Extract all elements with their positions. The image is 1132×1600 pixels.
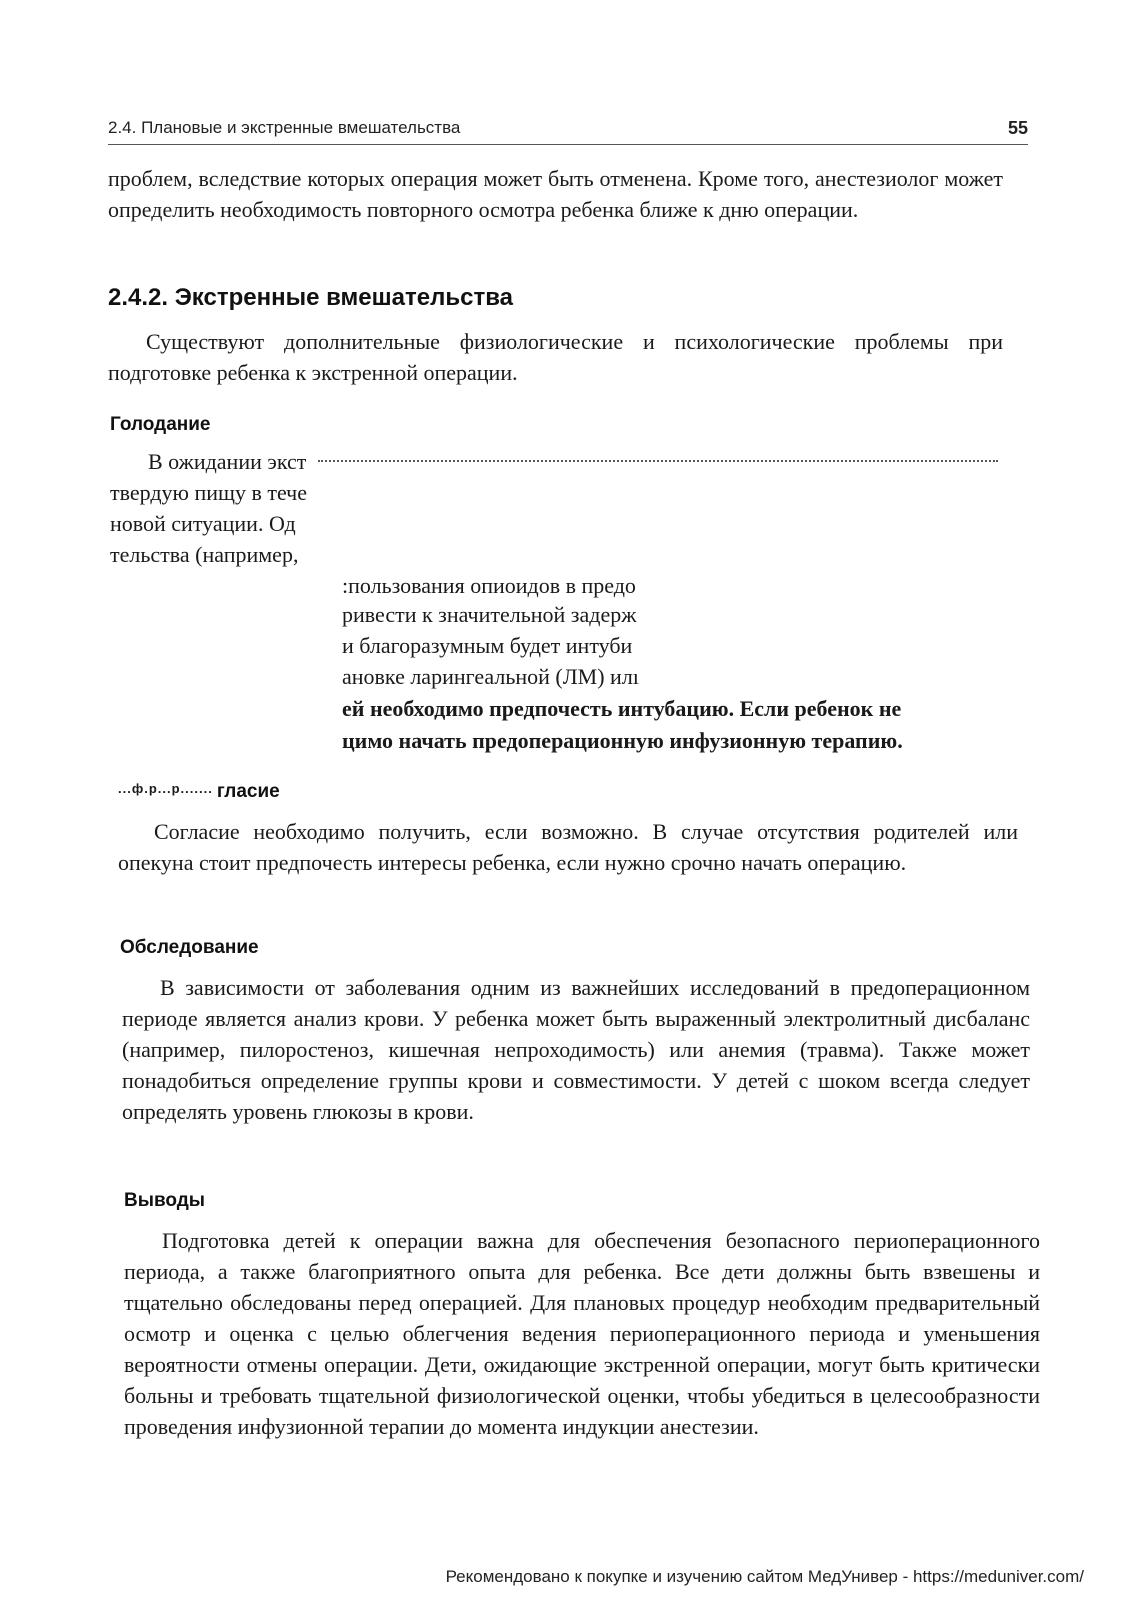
fasting-fragment: новой ситуации. Од (110, 511, 296, 536)
page-number: 55 (1007, 118, 1028, 138)
conclusions-text: Подготовка детей к операции важна для обеспечения безопасного периоперационного периода, а также благоприятного опыта для ребенка. Все дети должны быть взвешены и тщательно обследованы перед операцией. Для плановых процедур необходим предварительный осмотр и оценка с целью облегчения ведения периоперационного периода и уменьшения вероятности отмены операции. Дети, ожидающие экстренной операции, могут быть критически больны и требовать тщательной физиологической оценки, чтобы убедиться в целесообразности проведения инфузионной терапии до момента индукции анестезии. (124, 1228, 1040, 1439)
torn-edge (318, 460, 998, 462)
running-title: 2.4. Плановые и экстренные вмешательства (108, 118, 461, 137)
fasting-fragment: :пользования опиоидов в предо (342, 573, 636, 598)
fasting-fragment: твердую пищу в тече (110, 480, 308, 505)
fasting-fragment: ей необходимо предпочесть интубацию. Если ребенок не (342, 696, 902, 721)
fasting-heading: Голодание (110, 414, 211, 435)
fasting-fragment: ривести к значительной задерж (342, 602, 637, 627)
running-header (108, 116, 1028, 145)
consent-heading (118, 781, 280, 803)
fasting-fragment: В ожидании экст (148, 449, 307, 474)
fasting-fragment: тельства (например, (110, 542, 299, 567)
conclusions-heading: Выводы (124, 1190, 206, 1211)
consent-heading-text: гласие (216, 781, 280, 802)
footer-recommendation: Рекомендовано к покупке и изучению сайтом МедУнивер - https://meduniver.com/ (445, 1567, 1084, 1586)
consent-text: Согласие необходимо получить, если возможно. В случае отсутствия родителей или опекуна стоит предпочесть интересы ребенка, если нужно срочно начать операцию. (118, 819, 1018, 875)
consent-heading-garbled: ...ф.р...р....... (118, 781, 213, 796)
examination-heading: Обследование (120, 937, 259, 958)
intro-paragraph: проблем, вследствие которых операция может быть отменена. Кроме того, анестезиолог может определить необходимость повторного осмотра ребенка ближе к дню операции. (108, 166, 1003, 222)
fasting-fragment: и благоразумным будет интуби (342, 633, 633, 658)
fasting-fragment: ановке ларингеальной (ЛМ) илı (342, 664, 639, 689)
fasting-fragment: цимо начать предоперационную инфузионную терапию. (342, 728, 903, 753)
section-heading: 2.4.2. Экстренные вмешательства (108, 284, 513, 311)
section-intro: Существуют дополнительные физиологические и психологические проблемы при подготовке ребенка к экстренной операции. (108, 329, 1003, 385)
examination-text: В зависимости от заболевания одним из важнейших исследований в предоперационном периоде является анализ крови. У ребенка может быть выраженный электролитный дисбаланс (например, пилоростеноз, кишечная непроходимость) или анемия (травма). Также может понадобиться определение группы крови и совместимости. У детей с шоком всегда следует определять уровень глюкозы в крови. (122, 975, 1030, 1124)
